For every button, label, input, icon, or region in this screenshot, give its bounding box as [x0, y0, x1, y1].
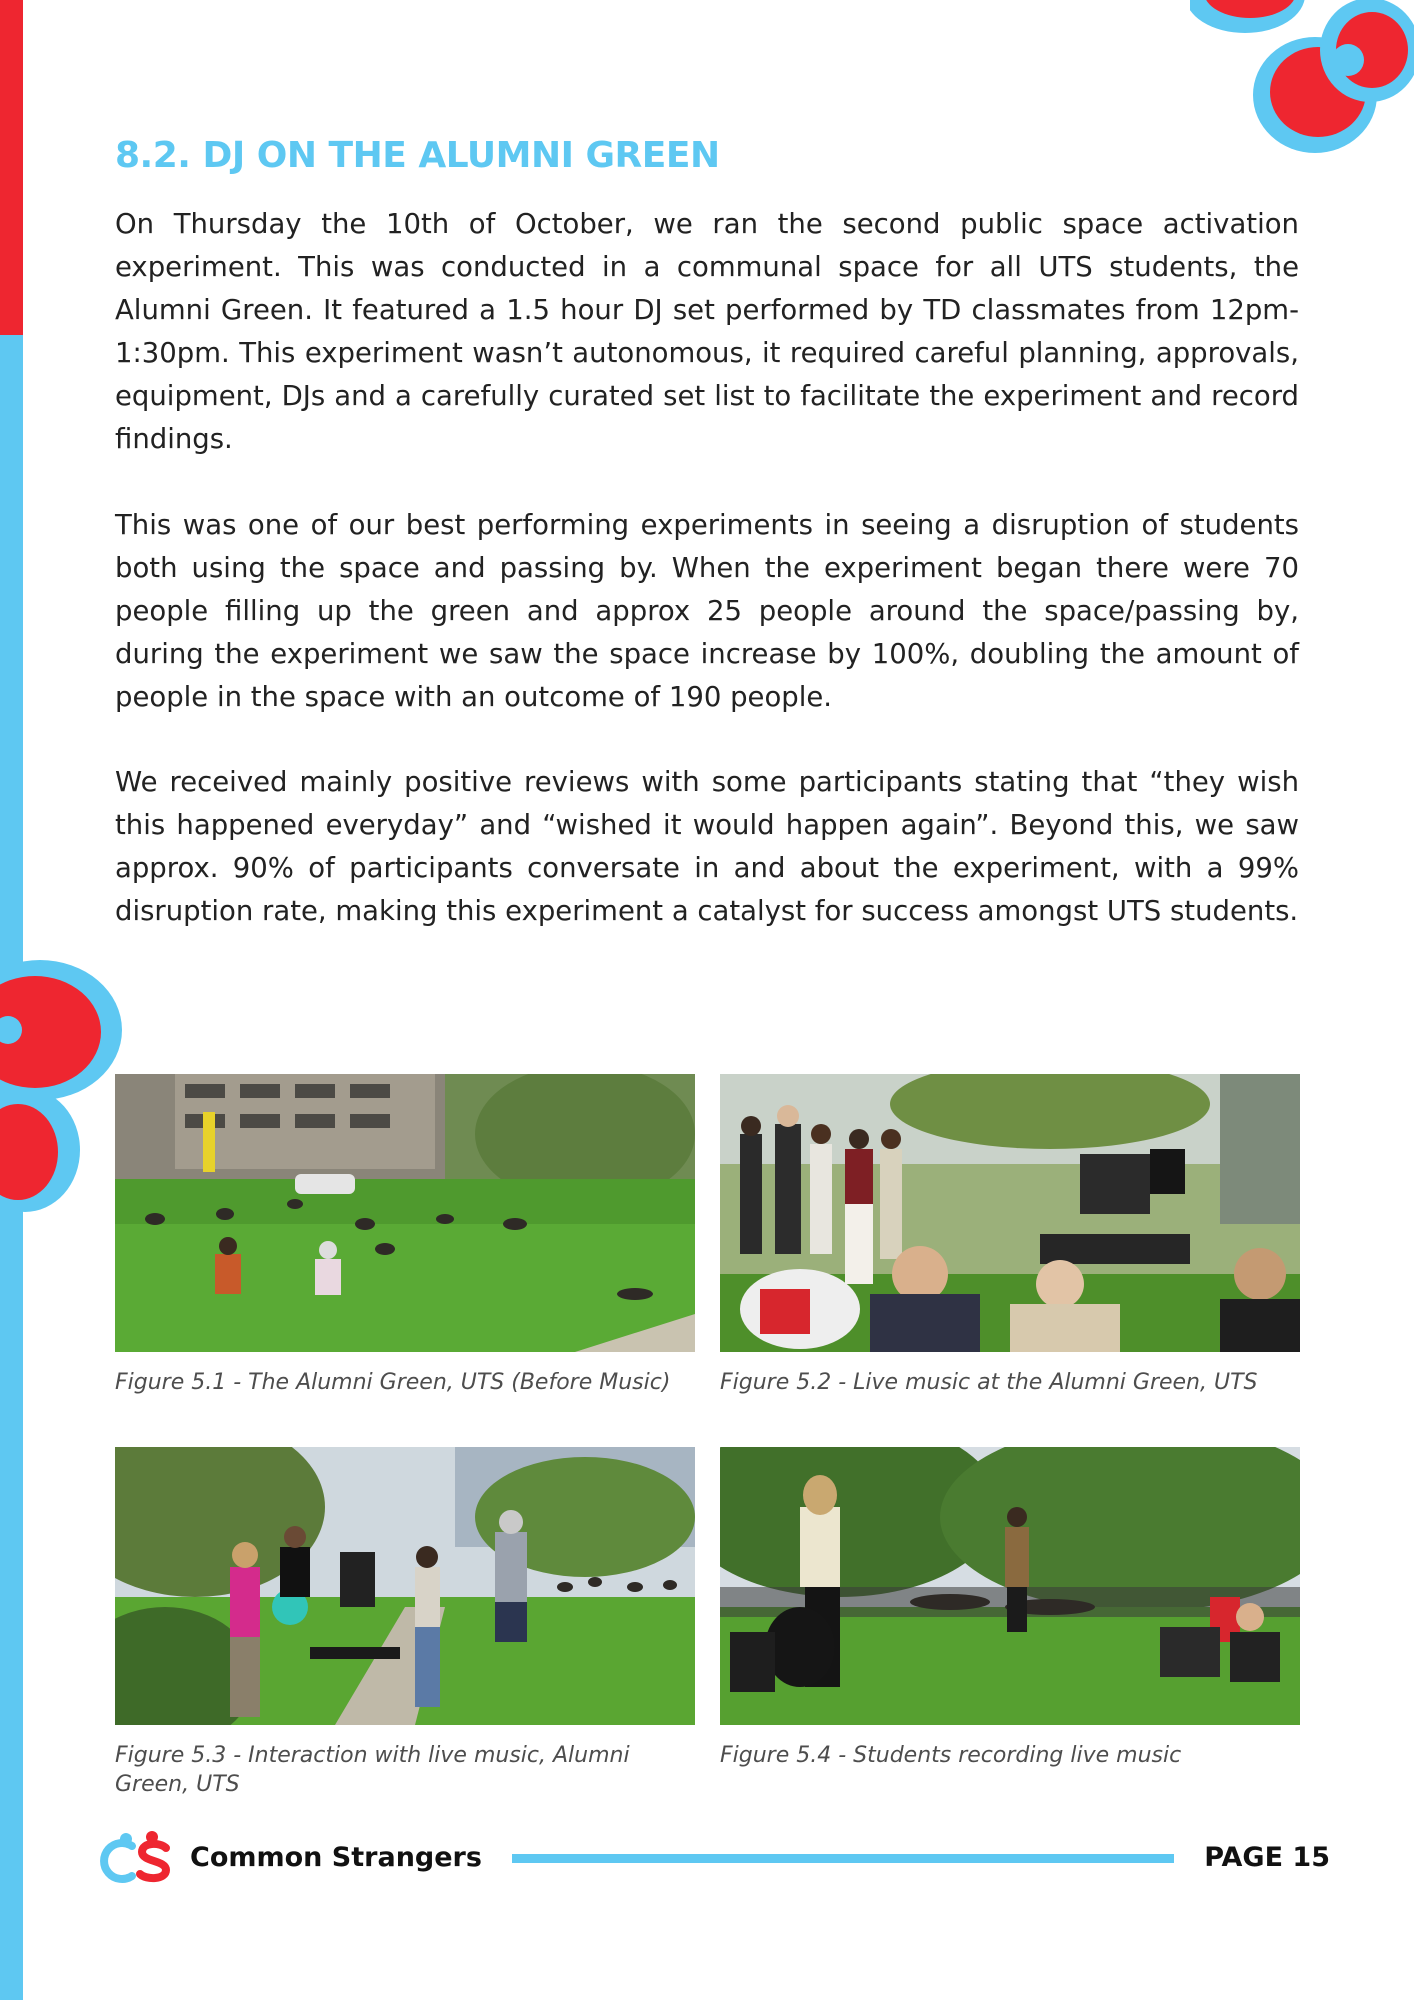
- flower-decoration-top-icon: [1190, 0, 1414, 170]
- figure-5-1-caption: Figure 5.1 - The Alumni Green, UTS (Before Music): [115, 1370, 671, 1395]
- figure-5-4-photo: [720, 1447, 1300, 1725]
- figure-5-3-photo: [115, 1447, 695, 1725]
- side-bar-red: [0, 0, 23, 335]
- page-number: PAGE 15: [1204, 1842, 1330, 1873]
- flower-decoration-left-icon: [0, 960, 130, 1230]
- figure-5-2-caption: Figure 5.2 - Live music at the Alumni Green, UTS: [720, 1370, 1258, 1395]
- figure-5-4-caption: Figure 5.4 - Students recording live music: [720, 1743, 1182, 1768]
- figure-5-3-caption: Figure 5.3 - Interaction with live music, Alumni Green, UTS: [115, 1743, 630, 1797]
- page-footer: [100, 1830, 1330, 1886]
- footer-brand: Common Strangers: [190, 1842, 482, 1873]
- figure-5-2-photo: [720, 1074, 1300, 1352]
- section-title: 8.2. DJ ON THE ALUMNI GREEN: [115, 135, 720, 176]
- footer-divider: [512, 1854, 1174, 1863]
- common-strangers-logo-icon: [100, 1830, 180, 1886]
- paragraph-intro: On Thursday the 10th of October, we ran the second public space activation experiment. This was conducted in a communal space for all UTS students, the Alumni Green. It featured a 1.5 hour DJ set performed by TD classmates from 12pm-1:30pm. This experiment wasn’t autonomous, it required careful planning, approvals, equipment, DJs and a carefully curated set list to facilitate the experiment and record findings.: [115, 208, 1299, 455]
- paragraph-reviews: We received mainly positive reviews with some participants stating that “they wish this happened everyday” and “wished it would happen again”. Beyond this, we saw approx. 90% of participants conversate in and about the experiment, with a 99% disruption rate, making this experiment a catalyst for success amongst UTS students.: [115, 766, 1299, 927]
- figure-5-1-photo: [115, 1074, 695, 1352]
- paragraph-results: This was one of our best performing experiments in seeing a disruption of students both using the space and passing by. When the experiment began there were 70 people filling up the green and approx 25 people around the space/passing by, during the experiment we saw the space increase by 100%, doubling the amount of people in the space with an outcome of 190 people.: [115, 509, 1299, 713]
